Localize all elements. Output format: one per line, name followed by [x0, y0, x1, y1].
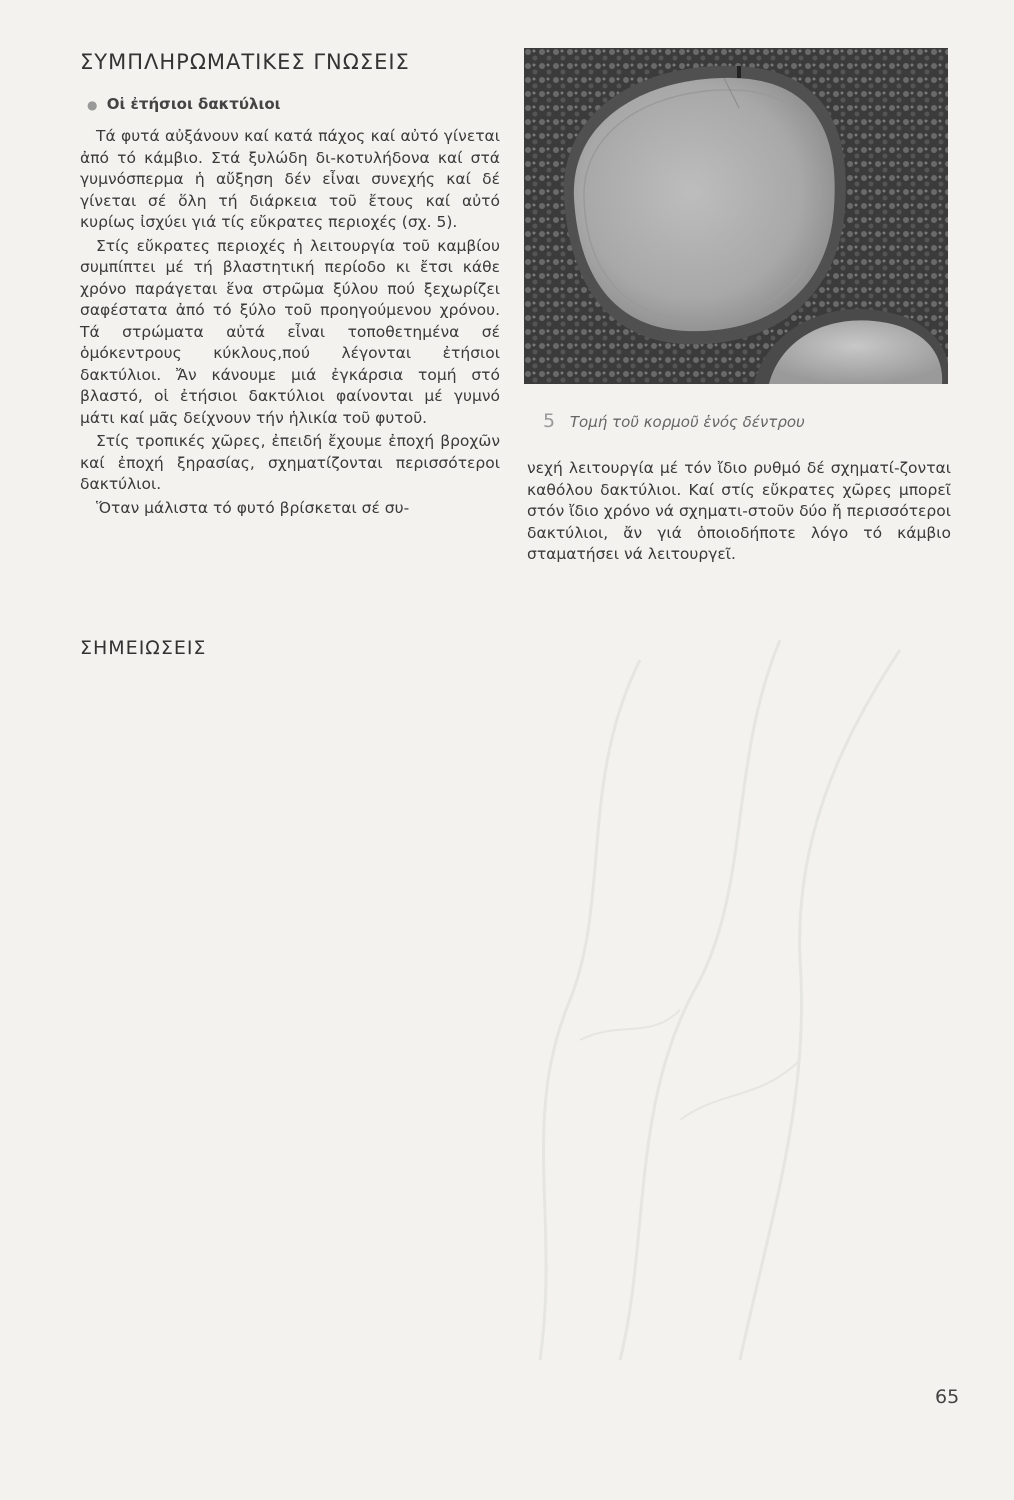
right-column-text: [527, 458, 951, 566]
figure-number: 5: [543, 410, 556, 432]
page-number: 65: [935, 1386, 960, 1408]
notes-heading: ΣΗΜΕΙΩΣΕΙΣ: [80, 637, 207, 659]
subsection-title: Οἱ ἐτήσιοι δακτύλιοι: [106, 95, 281, 113]
figure-caption-text: Τομή τοῦ κορμοῦ ἑνός δέντρου: [569, 413, 805, 431]
subsection-heading: [87, 95, 281, 113]
figure-caption: [543, 410, 805, 432]
paragraph: νεχή λειτουργία μέ τόν ἴδιο ρυθμό δέ σχηματί-ζονται καθόλου δακτύλιοι. Καί στίς εὔκρατες χῶρες μπορεῖ στόν ἴδιο χρόνο νά σχηματι-στοῦν δύο ἤ περισσότεροι δακτύλιοι, ἄν γιά ὁποιοδήποτε λόγο τό κάμβιο σταματήσει νά λειτουργεῖ.: [527, 459, 951, 563]
bullet-icon: ●: [87, 98, 98, 112]
bleed-through-illustration: [480, 620, 960, 1380]
paragraph: Στίς τροπικές χῶρες, ἐπειδή ἔχουμε ἐποχή βροχῶν καί ἐποχή ξηρασίας, σχηματίζονται περισσότεροι δακτύλιοι.: [80, 432, 500, 493]
tree-trunk-photo: [524, 48, 948, 384]
paragraph: Ὅταν μάλιστα τό φυτό βρίσκεται σέ συ-: [96, 498, 410, 517]
left-column-text: [80, 126, 500, 519]
paragraph: Στίς εὔκρατες περιοχές ἡ λειτουργία τοῦ καμβίου συμπίπτει μέ τή βλαστητική περίοδο κι ἔτσι κάθε χρόνο παράγεται ἕνα στρῶμα ξύλου πού ξεχωρίζει σαφέστατα ἀπό τό ξύλο τοῦ προηγούμενου χρόνου. Τά στρώματα αὐτά εἶναι τοποθετημένα σέ ὁμόκεντρους κύκλους,πού λέγονται ἐτήσιοι δακτύλιοι. Ἄν κάνουμε μιά ἐγκάρσια τομή στό βλαστό, οἱ ἐτήσιοι δακτύλιοι φαίνονται μέ γυμνό μάτι καί μᾶς δείχνουν τήν ἡλικία τοῦ φυτοῦ.: [80, 236, 500, 427]
section-header: ΣΥΜΠΛΗΡΩΜΑΤΙΚΕΣ ΓΝΩΣΕΙΣ: [80, 50, 410, 74]
paragraph: Τά φυτά αὐξάνουν καί κατά πάχος καί αὐτό γίνεται ἀπό τό κάμβιο. Στά ξυλώδη δι-κοτυλήδονα καί στά γυμνόσπερμα ἡ αὔξηση δέν εἶναι συνεχής καί δέ γίνεται σέ ὅλη τή διάρκεια τοῦ ἔτους καί αὐτό κυρίως ἰσχύει γιά τίς εὔκρατες περιοχές (σχ. 5).: [80, 127, 500, 231]
